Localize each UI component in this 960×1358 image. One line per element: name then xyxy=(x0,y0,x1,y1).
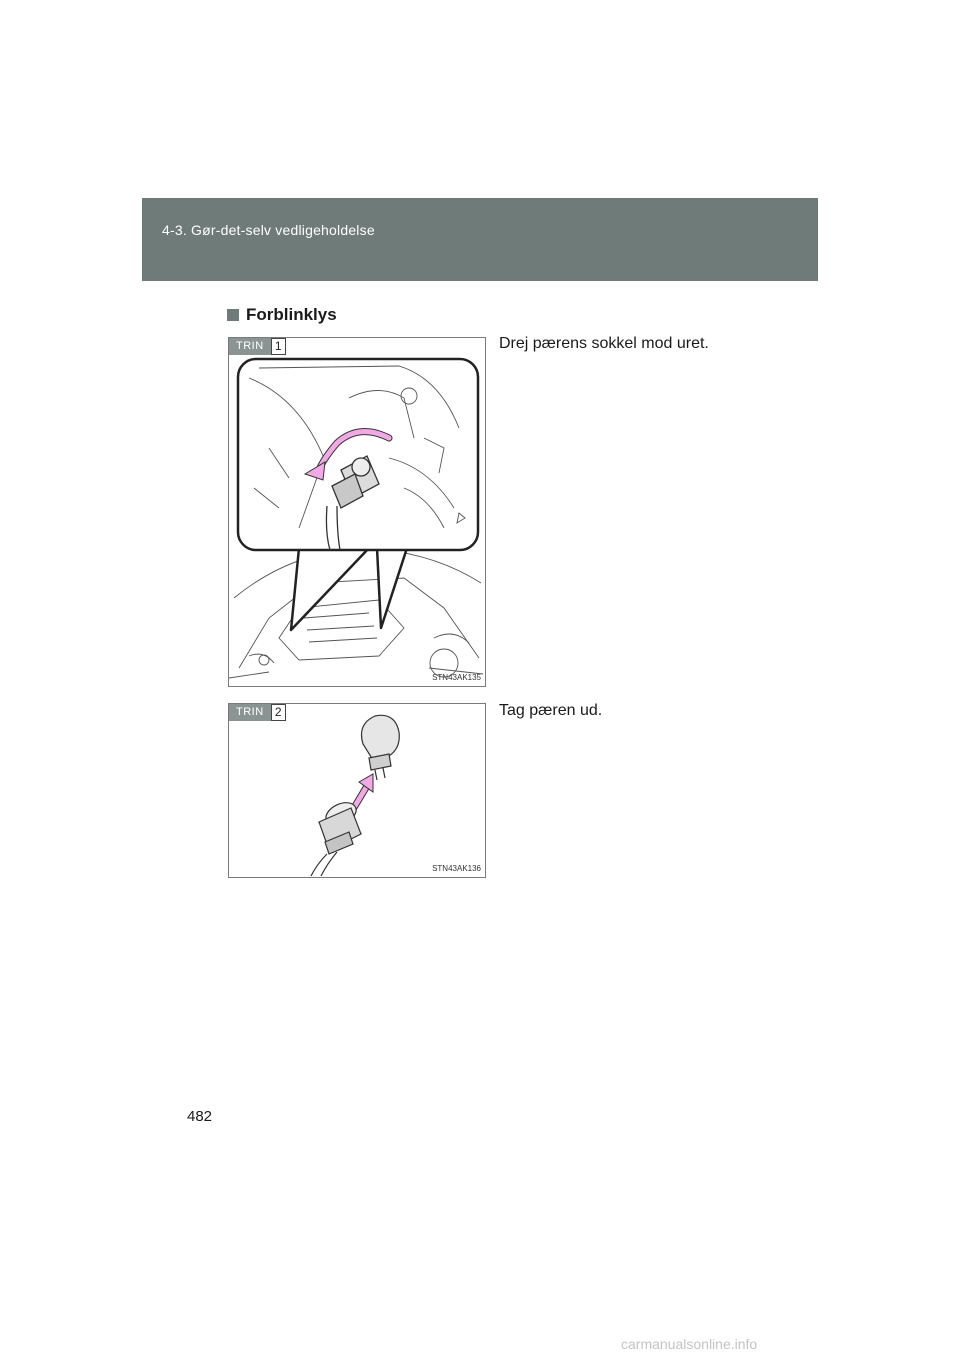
heading-square-icon xyxy=(227,309,239,321)
step-2-tag xyxy=(229,704,286,721)
figure-code-1: STN43AK135 xyxy=(432,673,481,682)
step-2-instruction: Tag pæren ud. xyxy=(499,702,603,719)
section-heading-text: Forblinklys xyxy=(246,305,337,324)
section-heading xyxy=(227,305,337,325)
figure-code-2: STN43AK136 xyxy=(432,864,481,873)
step-1-number: 1 xyxy=(271,338,286,355)
engine-bay-illustration xyxy=(229,338,485,686)
page-number: 482 xyxy=(187,1108,213,1125)
step-1-figure xyxy=(228,337,486,687)
chapter-title: 4-3. Gør-det-selv vedligeholdelse xyxy=(162,222,375,238)
watermark: carmanualsonline.info xyxy=(621,1336,758,1352)
step-1-tag xyxy=(229,338,286,355)
bulb-removal-illustration xyxy=(229,704,485,877)
step-2-number: 2 xyxy=(271,704,286,721)
step-1-instruction: Drej pærens sokkel mod uret. xyxy=(499,335,709,352)
step-1-label: TRIN xyxy=(229,338,271,355)
step-2-label: TRIN xyxy=(229,704,271,721)
chapter-header-band xyxy=(142,198,818,281)
step-2-figure xyxy=(228,703,486,878)
